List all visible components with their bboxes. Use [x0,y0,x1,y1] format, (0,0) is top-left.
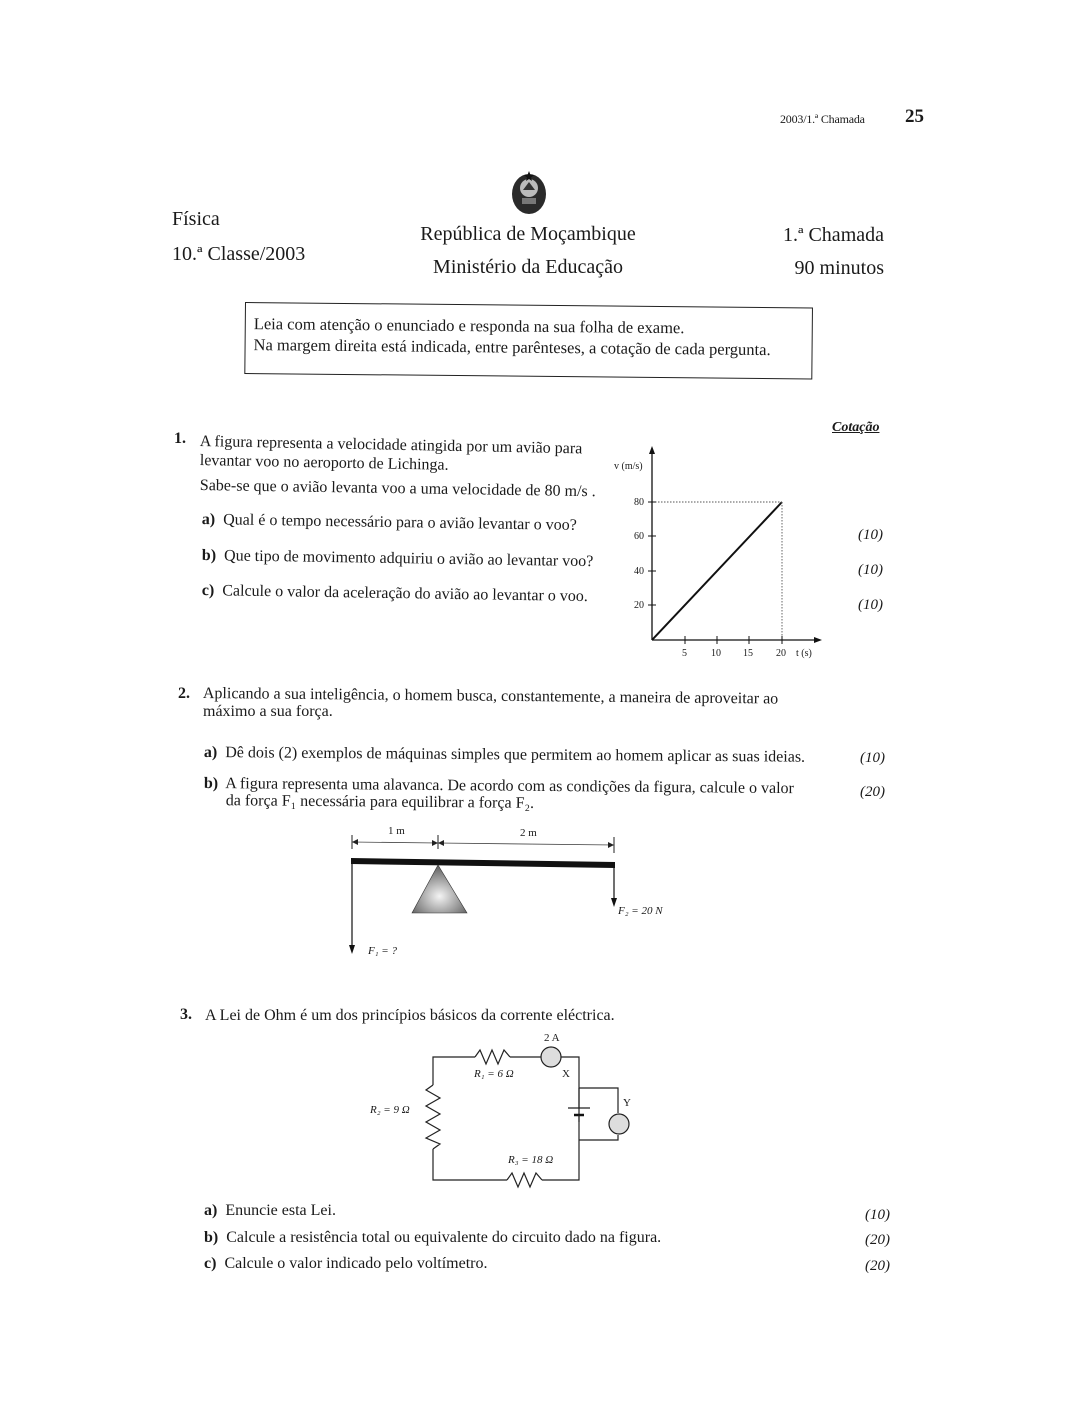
score-3b: (20) [865,1232,890,1248]
part-label: a) [204,1202,218,1219]
score-3c: (20) [865,1258,890,1274]
instructions-box [244,302,813,379]
score-1b: (10) [858,562,883,578]
question-1a [202,511,577,535]
left-arm-length: 1 m [388,825,405,837]
right-arm-length: 2 m [520,827,537,839]
score-2a: (10) [860,750,885,766]
question-2a [204,744,805,767]
x-tick-5: 5 [682,648,687,659]
part-label: c) [204,1255,217,1272]
country-name: República de Moçambique [420,223,636,245]
question-3-number: 3. [180,1006,192,1023]
question-1-number: 1. [174,430,186,447]
part-text: Calcule a resistência total ou equivalente do circuito dado na figura. [226,1229,662,1246]
question-2-number: 2. [178,685,190,702]
x-tick-15: 15 [743,648,753,659]
resistor-r3-label: R₃ = 18 Ω [508,1154,554,1166]
instruction-line-2: Na margem direita está indicada, entre parênteses, a cotação de cada pergunta. [253,335,771,360]
resistor-r1-label: R₁ = 6 Ω [474,1068,514,1080]
score-3a: (10) [865,1207,890,1223]
exam-duration: 90 minutos [794,257,884,279]
y-tick-20: 20 [634,600,644,611]
x-tick-10: 10 [711,648,721,659]
question-2-text-line-2: máximo a sua força. [203,703,333,720]
circuit-diagram [360,1030,650,1190]
part-text-line-1: A figura representa uma alavanca. De acordo com as condições da figura, calcule o valor [225,775,794,798]
question-3c [204,1255,487,1273]
ammeter-label-x: X [562,1068,570,1080]
question-1-text-line-1: A figura representa a velocidade atingida por um avião para [199,433,583,458]
voltmeter-label-y: Y [623,1097,631,1109]
force-f1-label: F₁ = ? [368,945,397,957]
x-axis-label: t (s) [796,648,812,659]
part-label: a) [201,511,216,529]
question-2b [204,775,794,814]
resistor-r2-label: R₂ = 9 Ω [370,1104,410,1116]
part-label: b) [204,1229,219,1246]
grade-year: 10.ª Classe/2003 [172,243,306,265]
cotacao-header: Cotação [832,420,880,435]
part-text: Qual é o tempo necessário para o avião levantar o voo? [223,511,577,534]
part-text: Calcule o valor da aceleração do avião ao levantar o voo. [222,582,588,606]
part-label: b) [201,547,217,565]
score-2b: (20) [860,784,885,800]
question-2-text-line-1: Aplicando a sua inteligência, o homem busca, constantemente, a maneira de aproveitar ao [202,685,779,708]
instruction-line-1: Leia com atenção o enunciado e responda na sua folha de exame. [253,314,685,338]
question-1-text-line-3: Sabe-se que o avião levanta voo a uma velocidade de 80 m/s . [199,477,596,501]
velocity-time-graph [600,440,840,670]
y-axis-label: v (m/s) [614,461,643,472]
question-1-text-line-2: levantar voo no aeroporto de Lichinga. [199,452,449,474]
part-text: Dê dois (2) exemplos de máquinas simples que permitem ao homem aplicar as suas ideias. [225,744,806,766]
question-3-text: A Lei de Ohm é um dos princípios básicos da corrente eléctrica. [205,1007,615,1024]
coat-of-arms-icon [508,168,550,216]
question-1b [202,547,594,571]
part-label: c) [201,582,215,600]
score-1c: (10) [858,597,883,613]
score-1a: (10) [858,527,883,543]
ammeter-reading: 2 A [544,1032,560,1044]
force-f2-label: F₂ = 20 N [618,905,663,917]
question-1c [202,582,588,606]
part-label: a) [203,744,218,762]
running-head: 2003/1.ª Chamada [780,112,865,126]
subject-title: Física [172,208,220,230]
lever-diagram [340,825,680,965]
question-3b [204,1229,661,1247]
question-3a [204,1202,336,1220]
page-number: 25 [905,106,924,127]
part-label: b) [203,775,219,793]
part-text: Que tipo de movimento adquiriu o avião ao levantar voo? [223,547,594,571]
exam-session: 1.ª Chamada [782,224,884,246]
x-tick-20: 20 [776,648,786,659]
ministry-name: Ministério da Educação [433,256,623,278]
part-text-line-2: da força F₁ necessária para equilibrar a força F₂. [225,792,535,812]
y-tick-60: 60 [634,531,644,542]
part-text: Enuncie esta Lei. [225,1202,336,1219]
part-text: Calcule o valor indicado pelo voltímetro. [224,1255,488,1272]
y-tick-80: 80 [634,497,644,508]
y-tick-40: 40 [634,566,644,577]
